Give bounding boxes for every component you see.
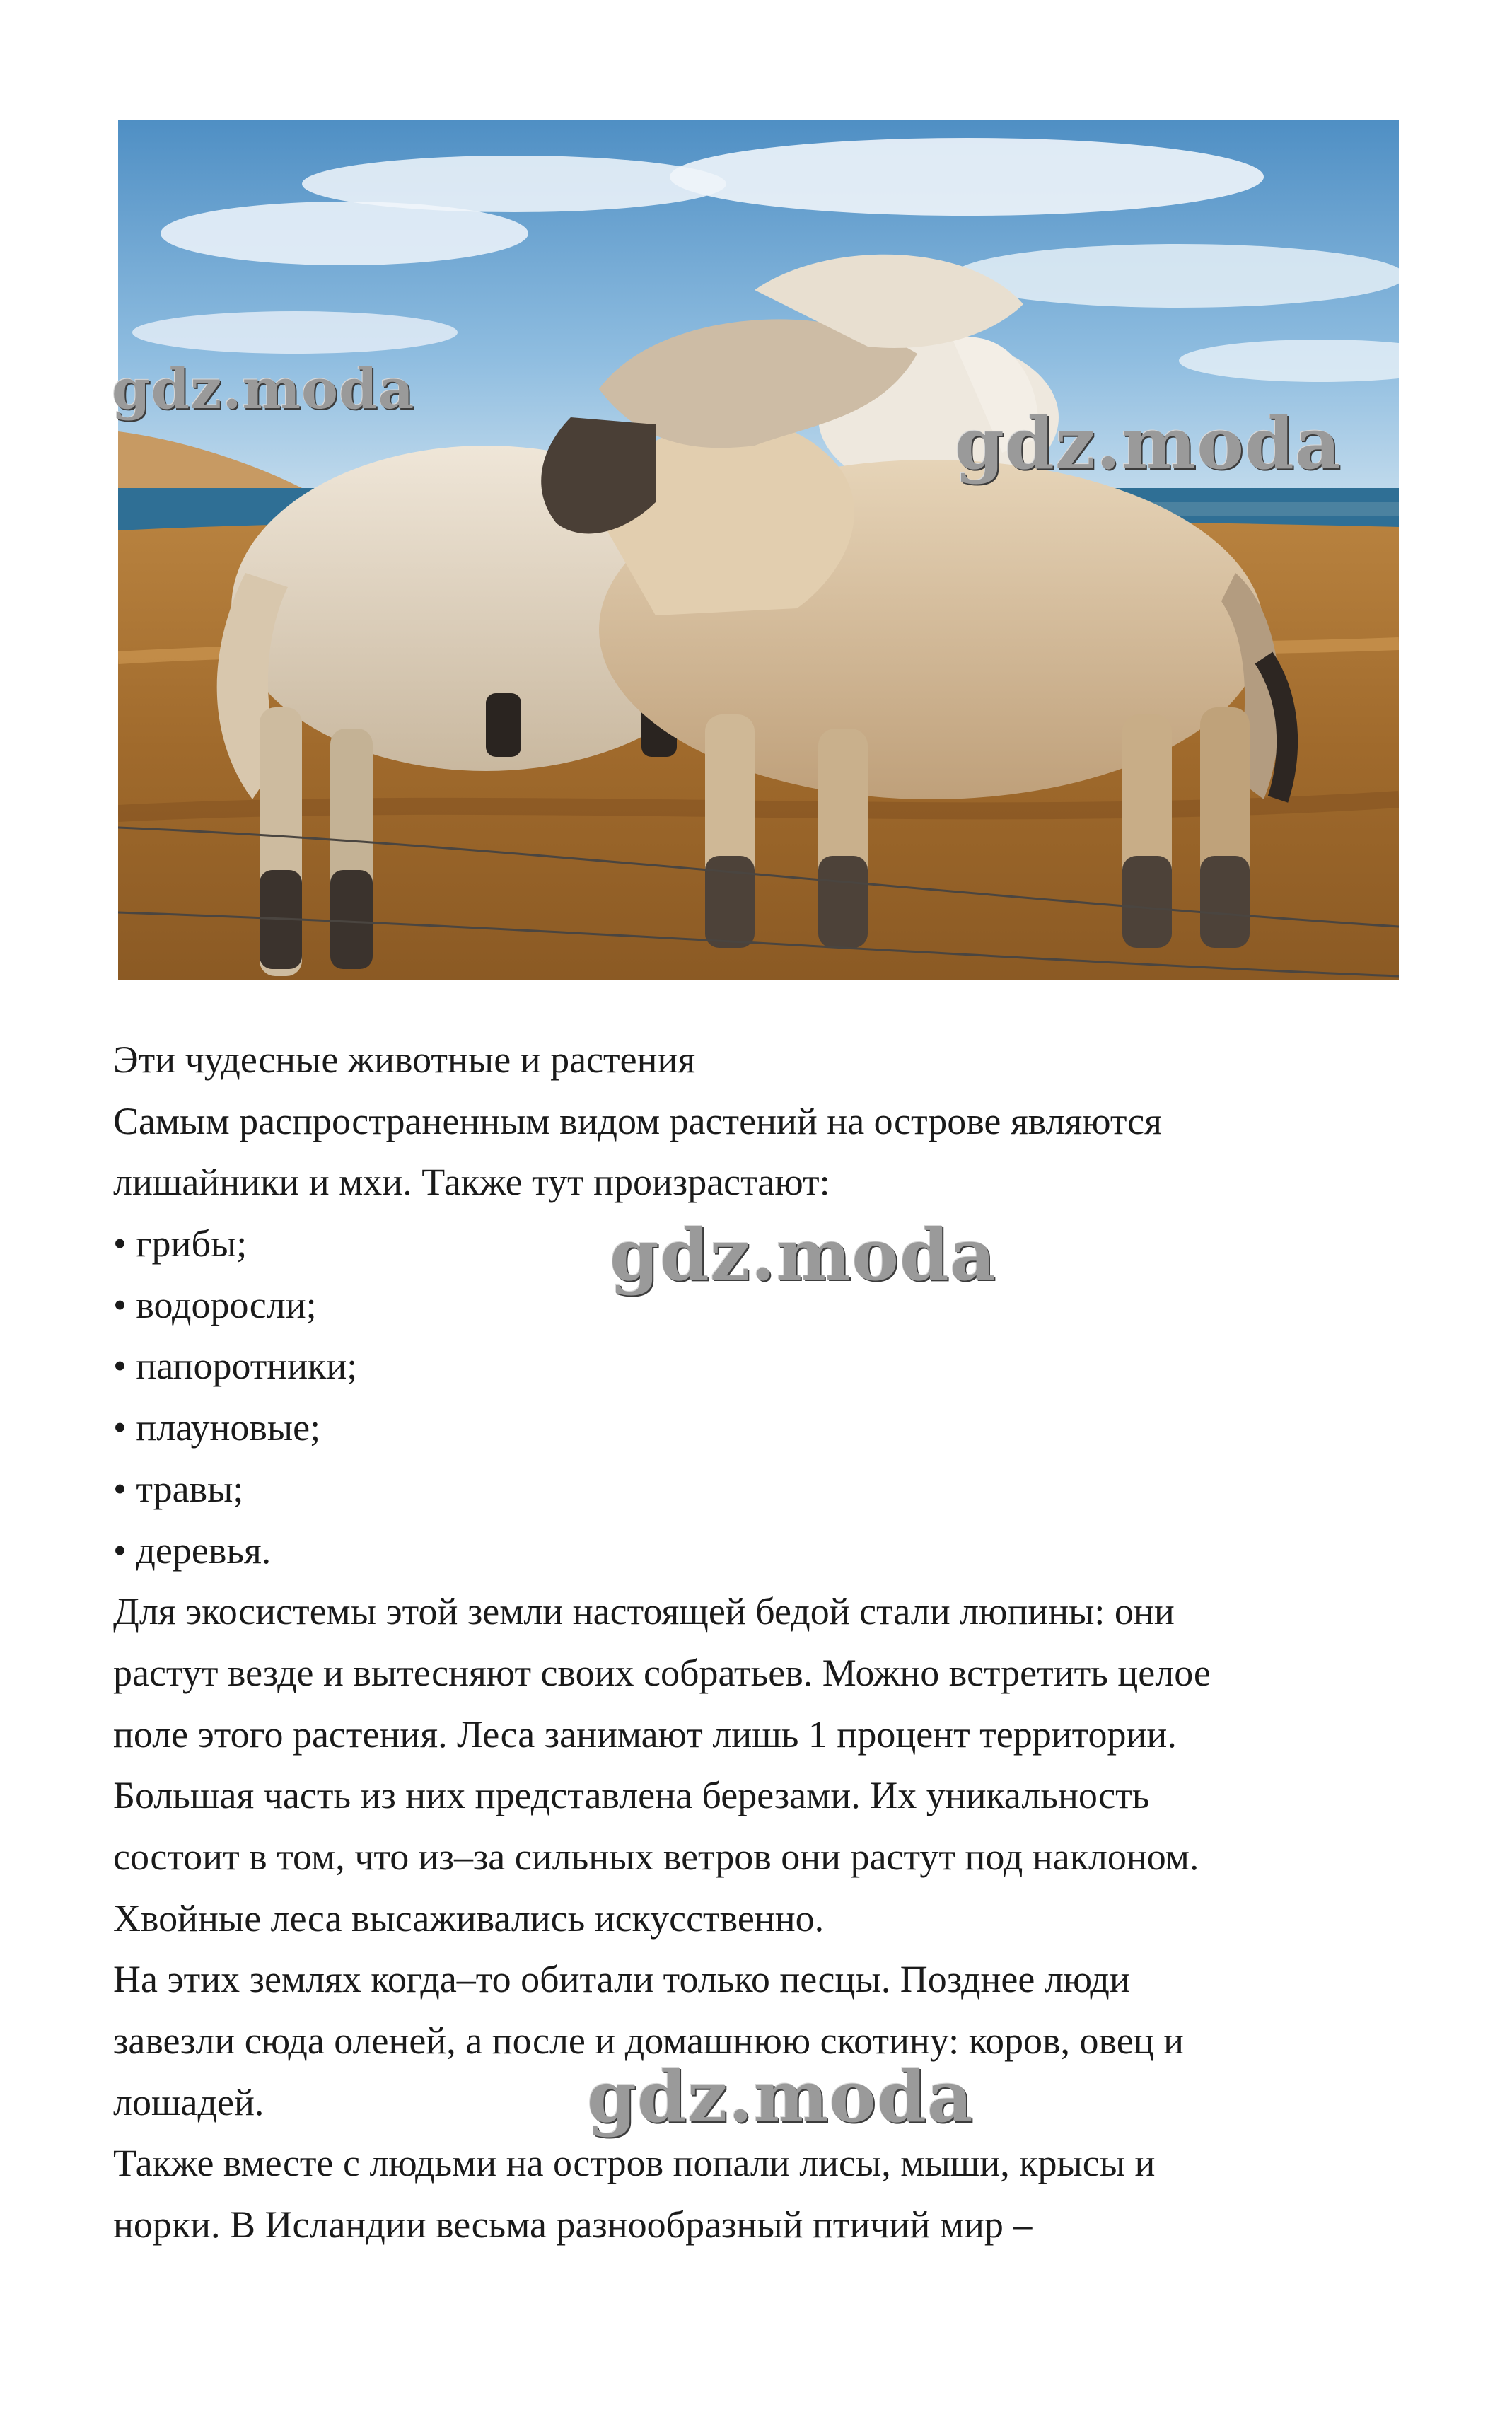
paragraph-line: На этих землях когда–то обитали только песцы. Позднее люди <box>113 1958 1130 2001</box>
list-item: • плауновые; <box>113 1406 321 1449</box>
list-item: • деревья. <box>113 1529 272 1572</box>
watermark: gdz.moda <box>610 1213 996 1297</box>
horses-illustration <box>118 120 1399 980</box>
paragraph-line: лошадей. <box>113 2080 264 2123</box>
paragraph-line: Большая часть из них представлена березами. Их уникальность <box>113 1774 1150 1817</box>
list-item: • папоротники; <box>113 1345 358 1388</box>
list-item: • водоросли; <box>113 1283 317 1326</box>
horses-photo <box>118 120 1399 980</box>
section-heading: Эти чудесные животные и растения <box>113 1038 696 1081</box>
paragraph-line: лишайники и мхи. Также тут произрастают: <box>113 1161 830 1204</box>
paragraph-line: растут везде и вытесняют своих собратьев. Можно встретить целое <box>113 1651 1211 1694</box>
watermark: gdz.moda <box>112 357 415 422</box>
list-item: • грибы; <box>113 1222 248 1265</box>
list-item: • травы; <box>113 1467 244 1510</box>
watermark: gdz.moda <box>955 402 1342 485</box>
paragraph-line: состоит в том, что из–за сильных ветров они растут под наклоном. <box>113 1835 1199 1878</box>
paragraph-line: Для экосистемы этой земли настоящей бедой стали люпины: они <box>113 1590 1175 1633</box>
paragraph-line: Хвойные леса высаживались искусственно. <box>113 1896 825 1940</box>
paragraph-line: поле этого растения. Леса занимают лишь 1 процент территории. <box>113 1712 1177 1756</box>
article-body <box>113 1029 1429 2256</box>
paragraph-line: Также вместе с людьми на остров попали лисы, мыши, крысы и <box>113 2142 1156 2185</box>
paragraph-line: Самым распространенным видом растений на острове являются <box>113 1099 1162 1142</box>
paragraph-line: завезли сюда оленей, а после и домашнюю скотину: коров, овец и <box>113 2019 1185 2062</box>
watermark: gdz.moda <box>587 2055 974 2138</box>
paragraph-line: норки. В Исландии весьма разнообразный птичий мир – <box>113 2203 1033 2246</box>
